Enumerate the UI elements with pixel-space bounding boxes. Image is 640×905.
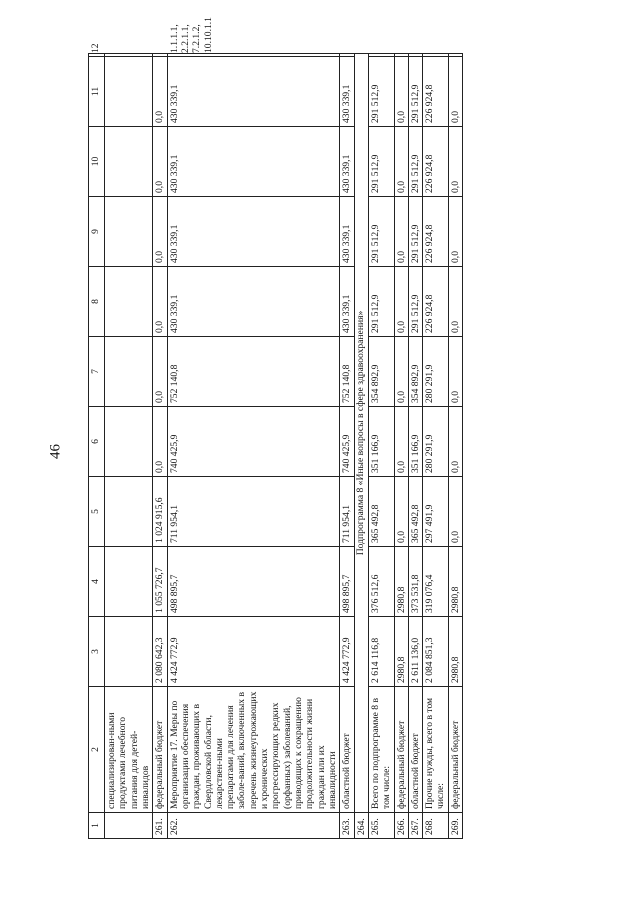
row-number: 263. [340,813,354,839]
cell [105,54,153,57]
cell: 351 166,9 [408,407,422,477]
cell: 430 339,1 [167,267,340,337]
cell: 0,0 [448,477,462,547]
cell: 1.1.1.1, 2.2.1.1, 7.2.1.2, 10.10.1.1 [167,54,340,57]
table-row [167,54,340,839]
cell: 0,0 [448,407,462,477]
table-row [423,54,449,839]
header-cell: 8 [89,267,105,337]
cell: 0,0 [394,337,408,407]
cell: 297 491,9 [423,477,449,547]
cell: 291 512,9 [368,57,394,127]
cell [394,54,408,57]
cell: 280 291,9 [423,337,449,407]
cell: 0,0 [448,337,462,407]
cell: 0,0 [448,197,462,267]
cell: 291 512,9 [408,127,422,197]
cell: 1 024 915,6 [153,477,167,547]
table-row [105,54,153,839]
row-name: областной бюджет [340,687,354,813]
cell: 354 892,9 [368,337,394,407]
row-name: федеральный бюджет [153,687,167,813]
row-number: 265. [368,813,394,839]
row-name: Всего по подпрограмме 8 в том числе: [368,687,394,813]
cell: 0,0 [394,477,408,547]
cell [105,57,153,127]
subprogram-row [354,54,368,839]
cell: 2 080 642,3 [153,617,167,687]
row-name: Прочие нужды, всего в том числе: [423,687,449,813]
cell [105,267,153,337]
cell: 430 339,1 [340,57,354,127]
cell [105,477,153,547]
cell: 226 924,8 [423,127,449,197]
cell: 2980,8 [394,547,408,617]
cell: 498 895,7 [340,547,354,617]
cell [153,54,167,57]
row-number: 264. [354,813,368,839]
row-number: 269. [448,813,462,839]
row-number: 262. [167,813,340,839]
row-number: 266. [394,813,408,839]
cell: 226 924,8 [423,57,449,127]
header-cell: 7 [89,337,105,407]
cell: 0,0 [153,407,167,477]
cell: 351 166,9 [368,407,394,477]
cell: 752 140,8 [340,337,354,407]
cell: 0,0 [153,197,167,267]
table-row [368,54,394,839]
rotated-table-container [88,17,630,839]
cell: 0,0 [153,57,167,127]
cell [340,54,354,57]
cell: 0,0 [448,267,462,337]
cell: 430 339,1 [167,197,340,267]
cell: 430 339,1 [167,127,340,197]
header-cell: 6 [89,407,105,477]
cell [105,197,153,267]
row-name: Мероприятие 17. Меры по организации обеспечения граждан, проживающих в Свердловской области, лекарствен-ными препаратами для лечения заболе-ваний, включенных в перечень жизнеугрожающих и хронических прогрессирующих редких (орфанных) заболеваний, приводящих к сокращению продолжительности жизни граждан или их инвалидности [167,687,340,813]
header-cell: 2 [89,687,105,813]
cell: 2980,8 [448,617,462,687]
cell: 2 084 851,3 [423,617,449,687]
cell: 0,0 [394,57,408,127]
header-cell: 9 [89,197,105,267]
cell: 365 492,8 [408,477,422,547]
cell: 430 339,1 [340,197,354,267]
cell: 319 076,4 [423,547,449,617]
cell: 2 614 116,8 [368,617,394,687]
row-name: областной бюджет [408,687,422,813]
cell [448,54,462,57]
cell: 0,0 [394,197,408,267]
header-cell: 3 [89,617,105,687]
cell: 711 954,1 [167,477,340,547]
row-name: специализирован-ными продуктами лечебного питания для детей-инвалидов [105,687,153,813]
row-name: федеральный бюджет [394,687,408,813]
cell: 498 895,7 [167,547,340,617]
cell: 740 425,9 [340,407,354,477]
cell [408,54,422,57]
subprogram-title: Подпрограмма 8 «Иные вопросы в сфере здравоохранения» [354,54,368,813]
cell: 4 424 772,9 [340,617,354,687]
cell: 0,0 [394,267,408,337]
cell: 430 339,1 [167,57,340,127]
cell [105,337,153,407]
cell: 0,0 [394,407,408,477]
table-row [408,54,422,839]
cell: 354 892,9 [408,337,422,407]
cell: 365 492,8 [368,477,394,547]
cell: 0,0 [153,127,167,197]
cell: 2980,8 [394,617,408,687]
header-cell: 5 [89,477,105,547]
cell [368,54,394,57]
row-number: 261. [153,813,167,839]
header-cell: 11 [89,57,105,127]
cell: 0,0 [394,127,408,197]
cell: 2980,8 [448,547,462,617]
cell: 280 291,9 [423,407,449,477]
cell: 711 954,1 [340,477,354,547]
cell: 291 512,9 [368,197,394,267]
cell: 226 924,8 [423,197,449,267]
row-number [105,813,153,839]
cell: 0,0 [448,127,462,197]
cell: 1 055 726,7 [153,547,167,617]
row-number: 268. [423,813,449,839]
table-row [340,54,354,839]
table-row [448,54,462,839]
table-row [394,54,408,839]
cell: 430 339,1 [340,127,354,197]
cell: 0,0 [153,337,167,407]
cell: 226 924,8 [423,267,449,337]
header-cell: 12 [89,54,105,57]
budget-table [88,17,463,839]
cell: 430 339,1 [340,267,354,337]
cell: 373 531,8 [408,547,422,617]
cell: 291 512,9 [408,267,422,337]
cell [105,127,153,197]
cell: 291 512,9 [408,197,422,267]
table-row [153,54,167,839]
cell [105,407,153,477]
header-cell: 10 [89,127,105,197]
cell: 291 512,9 [408,57,422,127]
cell: 752 140,8 [167,337,340,407]
header-cell: 1 [89,813,105,839]
header-cell: 4 [89,547,105,617]
row-name: федеральный бюджет [448,687,462,813]
cell: 376 512,6 [368,547,394,617]
cell: 0,0 [153,267,167,337]
cell [423,54,449,57]
row-number: 267. [408,813,422,839]
page-number: 46 [47,444,64,459]
cell [105,547,153,617]
cell: 740 425,9 [167,407,340,477]
header-row [89,54,105,839]
cell: 291 512,9 [368,267,394,337]
cell [105,617,153,687]
cell: 291 512,9 [368,127,394,197]
cell: 4 424 772,9 [167,617,340,687]
cell: 2 611 136,0 [408,617,422,687]
cell: 0,0 [448,57,462,127]
